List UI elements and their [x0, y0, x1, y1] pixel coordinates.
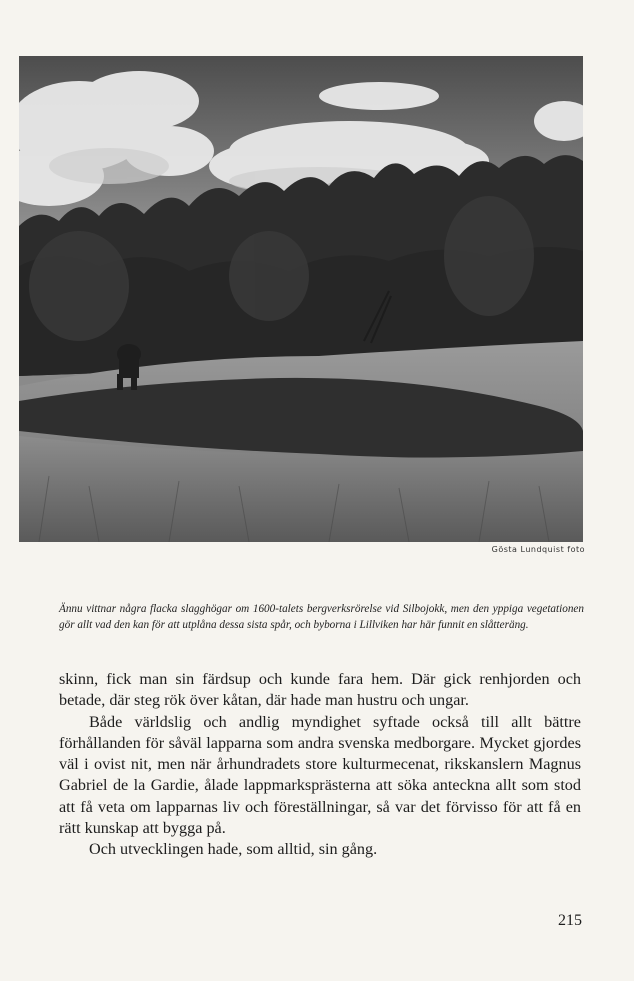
paragraph-3: Och utvecklingen hade, som alltid, sin gång. [89, 840, 378, 859]
photo-caption: Ännu vittnar några flacka slagghögar om 1600-talets bergverksrörelse vid Silbojokk, men den yppiga vegetationen gör allt vad den kan för att utplåna dessa sista spår, och byborna i Lillviken har här funnit en slåtteräng. [59, 603, 584, 631]
photo-credit: Gösta Lundquist foto [491, 545, 585, 554]
paragraph-2: Både världslig och andlig myndighet syftade också till allt bättre förhållanden för såväl lapparna som andra svenska medborgare. Mycket gjordes väl i ovist nit, men när århundradets store kulturmecenat, rikskanslern Magnus Gabriel de la Gardie, ålade lappmarksprästerna att söka anteckna allt som stod att få veta om lapparnas liv och föreställningar, så var det förvisso för att få en rätt kunskap att bygga på. [59, 712, 581, 838]
paragraph-1: skinn, fick man sin färdsup och kunde fara hem. Där gick renhjorden och betade, där steg rök över kåtan, där hade man hustru och ungar. [59, 670, 581, 710]
body-text [59, 669, 581, 861]
page-number: 215 [558, 912, 582, 929]
landscape-photo [19, 56, 583, 542]
photo-illustration [19, 56, 583, 542]
